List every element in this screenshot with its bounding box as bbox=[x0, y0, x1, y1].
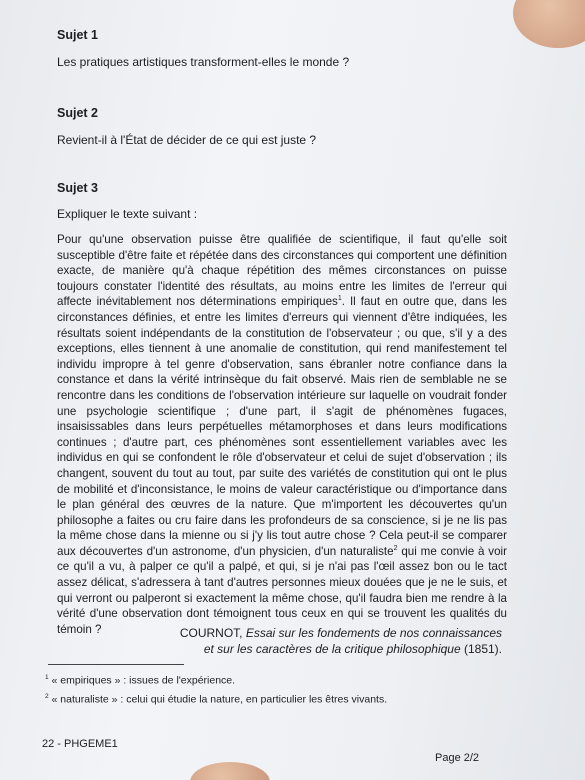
thumb-bottom bbox=[190, 762, 270, 780]
footnote-1-text: « empiriques » : issues de l'expérience. bbox=[48, 674, 236, 687]
footnote-2-mark: 2 bbox=[45, 692, 49, 700]
subject-2-heading: Sujet 2 bbox=[57, 106, 98, 120]
footnote-ref-2: 2 bbox=[393, 545, 398, 553]
footnote-separator bbox=[48, 664, 184, 665]
subject-3-instruction: Expliquer le texte suivant : bbox=[57, 207, 198, 221]
text-part-2: . Il faut en outre que, dans les circonstances définies, et entre les limites d'erreurs qui viennent d'être indiquées, les résultats soient indépendants de la constitution de l'observateur ; ou que, s'il y a des exceptions, elles tiennent à une anomalie de constitution, qui rend manifestement tel individu impropre à tel genre d'observation, sans ébranler notre confiance dans la constance et dans la vérité intrinsèque du fait observé. Mais rien de semblable ne se rencontre dans les conditions de l'observation intérieure sur laquelle on voudrait fonder une psychologie scientifique ; d'une part, il s'agit de phénomènes fugaces, insaisissables dans leurs perpétuelles métamorphoses et dans leurs modifications continues ; d'autre part, ces phénomènes sont essentiellement variables avec les individus en qui se confondent le rôle d'observateur et celui de sujet d'observation ; ils changent, souvent du tout au tout, par suite des variétés de constitution qui ont le plus de mobilité et d'inconsistance, le moins de valeur caractéristique ou d'importance dans le plan général des œuvres de la nature. Que m'importent les découvertes qu'un philosophe a faites ou cru faire dans les profondeurs de sa conscience, si je ne lis pas la même chose dans la mienne ou si j'y lis tout autre chose ? Cela peut-il se comparer aux découvertes d'un astronome, d'un physicien, d'un naturaliste bbox=[57, 295, 507, 558]
footnotes bbox=[45, 670, 525, 707]
footnote-1 bbox=[45, 670, 525, 689]
citation-year: (1851). bbox=[460, 642, 502, 656]
thumb-top bbox=[513, 0, 585, 48]
footnote-1-mark: 1 bbox=[45, 674, 49, 681]
page-number: Page 2/2 bbox=[435, 752, 480, 764]
footnote-2 bbox=[45, 689, 525, 708]
footnote-2-text: « naturaliste » : celui qui étudie la nature, en particulier les êtres vivants. bbox=[48, 693, 388, 705]
cournot-text bbox=[57, 232, 507, 637]
citation bbox=[150, 625, 502, 657]
subject-1-text: Les pratiques artistiques transforment-elles le monde ? bbox=[57, 55, 350, 69]
citation-title-2: et sur les caractères de la critique philosophique bbox=[203, 642, 461, 656]
citation-title-1: Essai sur les fondements de nos connaissances bbox=[245, 626, 502, 640]
citation-author: COURNOT, bbox=[179, 626, 246, 640]
subject-2-text: Revient-il à l'État de décider de ce qui est juste ? bbox=[57, 133, 317, 147]
text-part-3: qui me convie à voir ce qu'il a vu, à palper ce qu'il a palpé, et qui, si je n'ai pas l'œil assez bon ou le tact assez délicat, s'adressera à tant d'autres personnes mieux douées que je ne le suis, et qui verront ou palperont si exactement la même chose, qu'il faudra bien me rendre à la vérité d'une observation dont témoignent tous ceux en qui se trouvent les qualités du témoin ? bbox=[57, 544, 507, 636]
subject-1-heading: Sujet 1 bbox=[57, 28, 98, 42]
exam-code: 22 - PHGEME1 bbox=[42, 738, 118, 750]
subject-3-heading: Sujet 3 bbox=[57, 181, 98, 195]
text-part-1: Pour qu'une observation puisse être qualifiée de scientifique, il faut qu'elle soit susceptible d'être faite et répétée dans des circonstances qui comportent une définition exacte, de manière qu'à chaque répétition des mêmes circonstances on puisse toujours constater l'identité des résultats, au moins entre les limites de l'erreur qui affecte inévitablement nos déterminations empiriques bbox=[57, 233, 507, 309]
footnote-ref-1: 1 bbox=[337, 295, 342, 303]
